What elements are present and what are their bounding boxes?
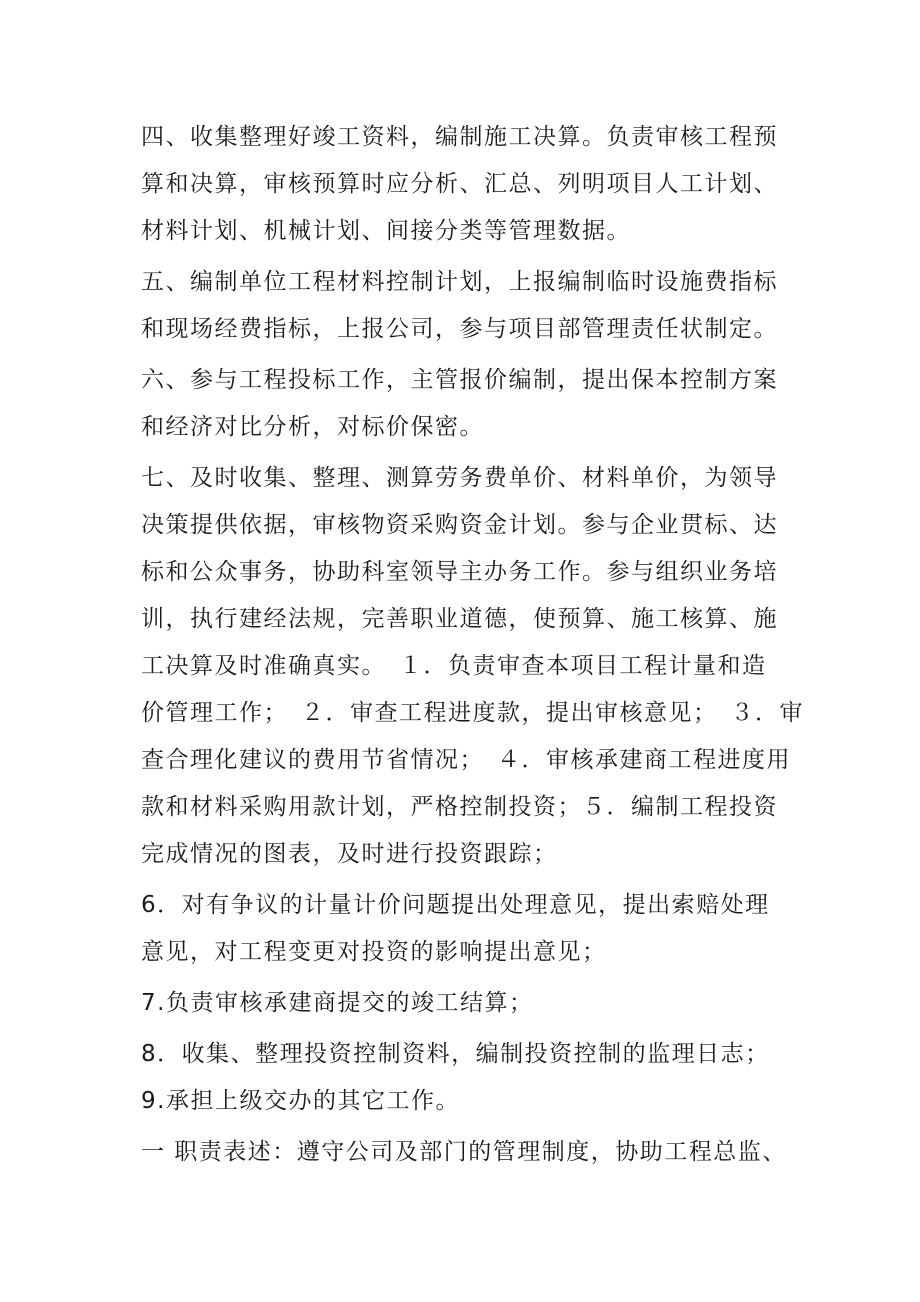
- text-line: 完成情况的图表，及时进行投资跟踪；: [141, 841, 558, 867]
- text-line: 价管理工作； ２．审查工程进度款，提出审核意见； ３．审: [141, 700, 804, 726]
- text-line: 工决算及时准确真实。 １．负责审查本项目工程计量和造: [141, 653, 767, 679]
- text-line: 材料计划、机械计划、间接分类等管理数据。: [141, 218, 631, 244]
- text-line: 标和公众事务，协助科室领导主办务工作。参与组织业务培: [141, 559, 778, 585]
- text-line: 四、收集整理好竣工资料，编制施工决算。负责审核工程预: [141, 124, 778, 150]
- document-body: [141, 114, 804, 1176]
- text-line: 和经济对比分析，对标价保密。: [141, 414, 484, 440]
- text-line: 算和决算，审核预算时应分析、汇总、列明项目人工计划、: [141, 171, 778, 197]
- text-line: 6．对有争议的计量计价问题提出处理意见，提出索赔处理: [141, 892, 770, 918]
- text-line: 七、及时收集、整理、测算劳务费单价、材料单价，为领导: [141, 465, 778, 491]
- text-line: 五、编制单位工程材料控制计划，上报编制临时设施费指标: [141, 269, 778, 295]
- text-line: 7.负责审核承建商提交的竣工结算；: [141, 990, 534, 1016]
- text-line: 查合理化建议的费用节省情况； ４．审核承建商工程进度用: [141, 747, 791, 773]
- text-line: 六、参与工程投标工作，主管报价编制，提出保本控制方案: [141, 367, 778, 393]
- text-line: 和现场经费指标，上报公司，参与项目部管理责任状制定。: [141, 316, 778, 342]
- text-line: 意见，对工程变更对投资的影响提出意见；: [141, 939, 607, 965]
- text-line: 款和材料采购用款计划，严格控制投资；５．编制工程投资: [141, 794, 778, 820]
- text-line: 9.承担上级交办的其它工作。: [141, 1088, 460, 1114]
- text-line: 一 职责表述：遵守公司及部门的管理制度，协助工程总监、: [141, 1139, 787, 1165]
- text-line: 训，执行建经法规，完善职业道德，使预算、施工核算、施: [141, 606, 778, 632]
- text-line: 决策提供依据，审核物资采购资金计划。参与企业贯标、达: [141, 512, 778, 538]
- text-line: 8．收集、整理投资控制资料，编制投资控制的监理日志；: [141, 1041, 770, 1067]
